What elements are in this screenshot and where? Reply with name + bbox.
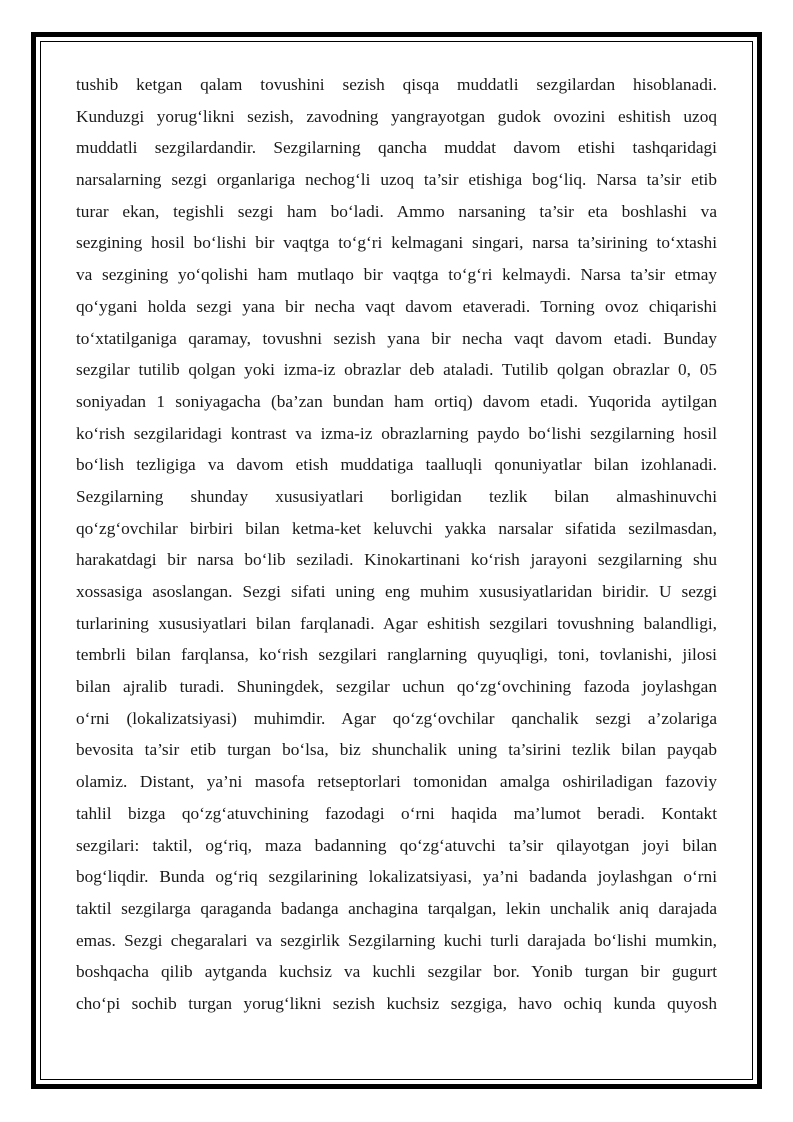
text-line: Kunduzgi yorug‘likni sezish, zavodning yangrayotgan gudok ovozini eshitish uzoq (76, 106, 717, 126)
page-text (76, 69, 717, 1020)
text-line: bog‘liqdir. Bunda og‘riq sezgilarining lokalizatsiyasi, ya’ni badanda joylashgan o‘rni (76, 867, 717, 887)
text-line: cho‘pi sochib turgan yorug‘likni sezish kuchsiz sezgiga, havo ochiq kunda quyosh (76, 993, 717, 1013)
text-line: olamiz. Distant, ya’ni masofa retseptorlari tomonidan amalga oshiriladigan fazoviy (76, 772, 717, 792)
text-line: xossasiga asoslangan. Sezgi sifati uning eng muhim xususiyatlaridan biridir. U sezgi (76, 582, 717, 601)
text-line: o‘rni (lokalizatsiyasi) muhimdir. Agar qo‘zg‘ovchilar qanchalik sezgi a’zolariga (76, 708, 717, 728)
text-line: tushib ketgan qalam tovushini sezish qisqa muddatli sezgilardan hisoblanadi. (76, 75, 717, 94)
text-line: va sezgining yo‘qolishi ham mutlaqo bir vaqtga to‘g‘ri kelmaydi. Narsa ta’sir etmay (76, 265, 717, 285)
text-line: narsalarning sezgi organlariga nechog‘li uzoq ta’sir etishiga bog‘liq. Narsa ta’sir etib (76, 170, 717, 190)
text-line: Sezgilarning shunday xususiyatlari borligidan tezlik bilan almashinuvchi (76, 486, 717, 506)
text-line: soniyadan 1 soniyagacha (ba’zan bundan ham ortiq) davom etadi. Yuqorida aytilgan (76, 391, 717, 411)
text-line: bevosita ta’sir etib turgan bo‘lsa, biz shunchalik uning ta’sirini tezlik bilan payqab (76, 740, 717, 760)
text-line: to‘xtatilganiga qaramay, tovushni sezish yana bir necha vaqt davom etadi. Bunday (76, 328, 717, 348)
text-line: bo‘lish tezligiga va davom etish muddatiga taalluqli qonuniyatlar bilan izohlanadi. (76, 455, 717, 475)
text-line: ko‘rish sezgilaridagi kontrast va izma-iz obrazlarning paydo bo‘lishi sezgilarning hosil (76, 423, 717, 443)
text-line: harakatdagi bir narsa bo‘lib seziladi. Kinokartinani ko‘rish jarayoni sezgilarning shu (76, 550, 717, 570)
text-line: tembrli bilan farqlansa, ko‘rish sezgilari ranglarning quyuqligi, toni, tovlanishi, jilosi (76, 645, 717, 665)
text-line: boshqacha qilib aytganda kuchsiz va kuchli sezgilar bor. Yonib turgan bir gugurt (76, 962, 717, 982)
text-line: emas. Sezgi chegaralari va sezgirlik Sezgilarning kuchi turli darajada bo‘lishi mumkin, (76, 930, 717, 950)
text-line: turlarining xususiyatlari bilan farqlanadi. Agar eshitish sezgilari tovushning balandligi, (76, 613, 717, 633)
text-line: bilan ajralib turadi. Shuningdek, sezgilar uchun qo‘zg‘ovchining fazoda joylashgan (76, 677, 717, 697)
text-line: sezgilar tutilib qolgan yoki izma-iz obrazlar deb ataladi. Tutilib qolgan obrazlar 0, 05 (76, 360, 717, 380)
text-line: qo‘zg‘ovchilar birbiri bilan ketma-ket keluvchi yakka narsalar sifatida sezilmasdan, (76, 518, 717, 538)
text-line: turar ekan, tegishli sezgi ham bo‘ladi. Ammo narsaning ta’sir eta boshlashi va (76, 201, 717, 221)
text-line: sezgilari: taktil, og‘riq, maza badanning qo‘zg‘atuvchi ta’sir qilayotgan joyi bilan (76, 835, 717, 855)
text-line: sezgining hosil bo‘lishi bir vaqtga to‘g‘ri kelmagani singari, narsa ta’sirining to‘xtashi (76, 233, 717, 253)
text-line: muddatli sezgilardandir. Sezgilarning qancha muddat davom etishi tashqaridagi (76, 138, 717, 158)
text-line: qo‘ygani holda sezgi yana bir necha vaqt davom etaveradi. Torning ovoz chiqarishi (76, 296, 717, 316)
text-line: taktil sezgilarga qaraganda badanga anchagina tarqalgan, lekin unchalik aniq darajada (76, 898, 717, 918)
text-line: tahlil bizga qo‘zg‘atuvchining fazodagi o‘rni haqida ma’lumot beradi. Kontakt (76, 803, 717, 823)
